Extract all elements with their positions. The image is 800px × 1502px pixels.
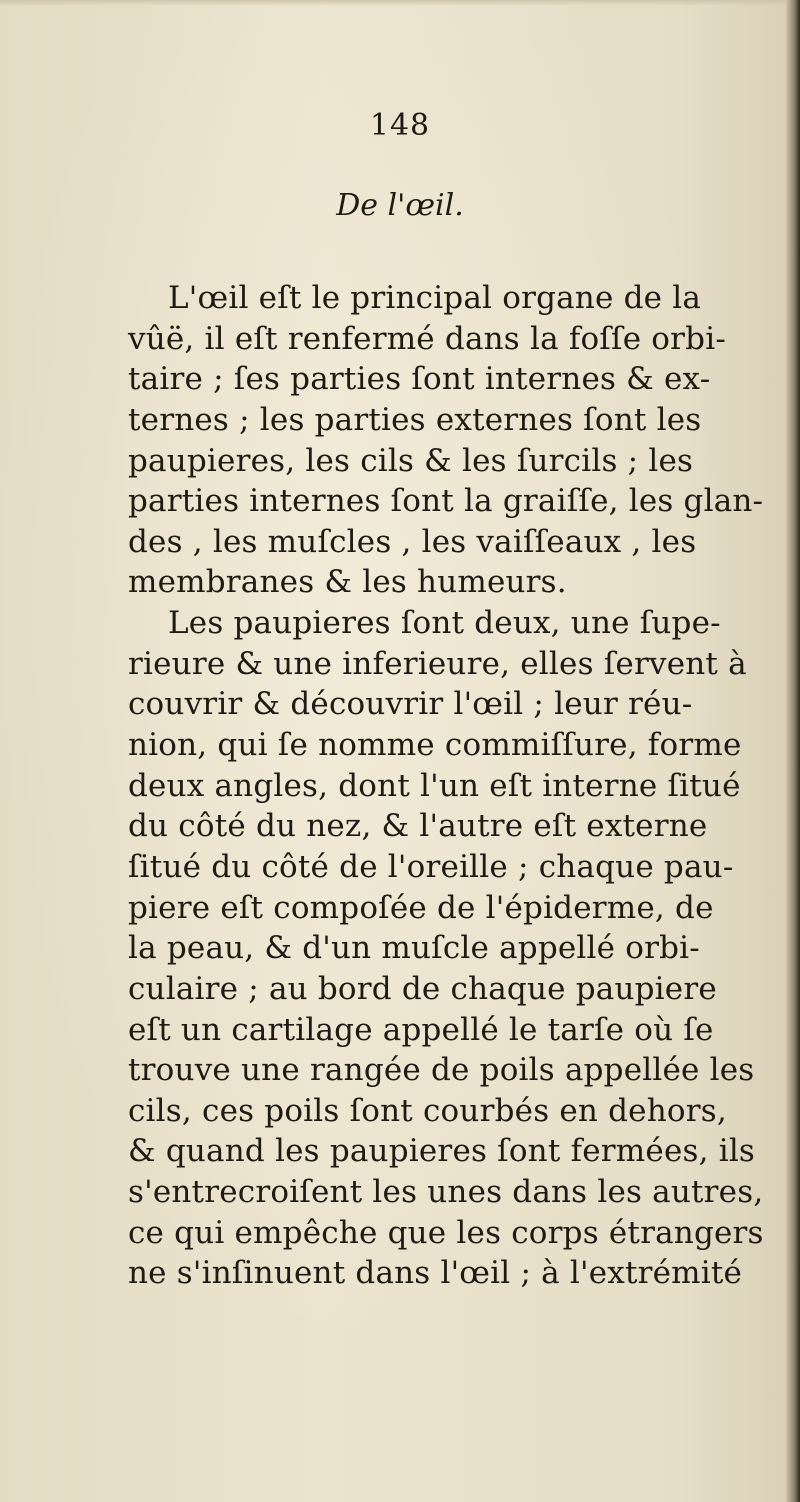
text-line: culaire ; au bord de chaque paupiere — [128, 970, 717, 1007]
text-line: ternes ; les parties externes ſont les — [128, 401, 702, 438]
text-line: nion, qui ſe nomme commiſſure, forme — [128, 727, 742, 764]
text-line: la peau, & d'un muſcle appellé orbi- — [128, 930, 700, 967]
body-text — [128, 278, 764, 1294]
text-line: couvrir & découvrir l'œil ; leur réu- — [128, 686, 693, 723]
text-line: du côté du nez, & l'autre eſt externe — [128, 808, 708, 845]
page-binding-edge — [786, 0, 800, 1502]
text-line: ce qui empêche que les corps étrangers — [128, 1214, 764, 1251]
text-line: L'œil eſt le principal organe de la — [168, 280, 702, 316]
text-line: eſt un cartilage appellé le tarſe où ſe — [128, 1011, 714, 1048]
paragraph-2 — [128, 603, 764, 1294]
text-line: rieure & une inferieure, elles ſervent à — [128, 645, 747, 682]
text-line: ſitué du côté de l'oreille ; chaque pau- — [128, 848, 734, 885]
paragraph-1 — [128, 278, 764, 603]
text-line: membranes & les humeurs. — [128, 564, 567, 601]
text-line: cils, ces poils ſont courbés en dehors, — [128, 1092, 727, 1129]
page-number: 148 — [369, 108, 431, 143]
text-line: des , les muſcles , les vaiſſeaux , les — [128, 523, 697, 560]
text-line: ne s'inſinuent dans l'œil ; à l'extrémité — [128, 1255, 743, 1292]
page-top-edge — [0, 0, 800, 6]
section-heading: De l'œil. — [336, 188, 464, 223]
text-line: Les paupieres ſont deux, une ſupe- — [168, 605, 721, 642]
text-line: vûë, il eſt renfermé dans la foſſe orbi- — [128, 320, 727, 357]
text-line: deux angles, dont l'un eſt interne ſitué — [128, 767, 741, 804]
text-line: piere eſt compoſée de l'épiderme, de — [128, 889, 714, 926]
text-line: s'entrecroiſent les unes dans les autres, — [128, 1174, 764, 1211]
text-line: parties internes ſont la graiſſe, les glan- — [128, 483, 764, 520]
text-line: taire ; ſes parties ſont internes & ex- — [128, 361, 711, 398]
text-line: trouve une rangée de poils appellée les — [128, 1052, 755, 1089]
text-line: paupieres, les cils & les ſurcils ; les — [128, 442, 694, 479]
text-line: & quand les paupieres ſont fermées, ils — [128, 1133, 756, 1170]
